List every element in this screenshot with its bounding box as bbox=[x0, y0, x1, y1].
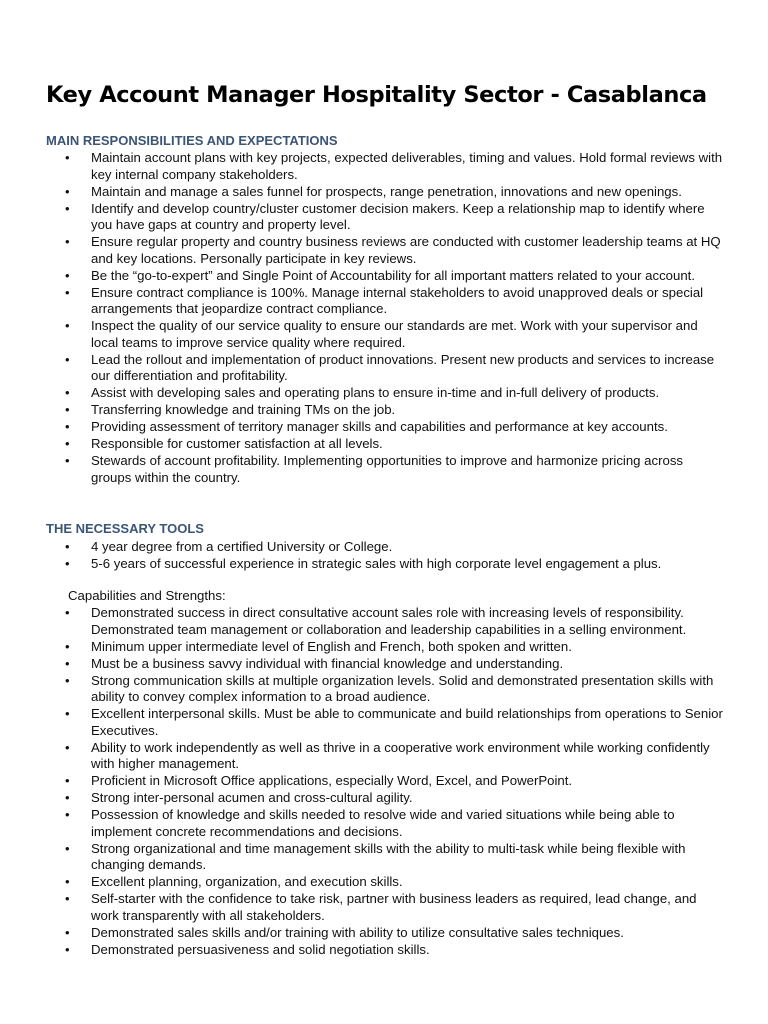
list-item: • Minimum upper intermediate level of English and French, both spoken and written. bbox=[0, 639, 768, 656]
list-item: • Strong communication skills at multiple organization levels. Solid and demonstrated presentation skills with ability to convey complex information to a broad audience. bbox=[0, 673, 768, 706]
list-item: • Transferring knowledge and training TMs on the job. bbox=[0, 402, 768, 419]
list-item: • Ensure contract compliance is 100%. Manage internal stakeholders to avoid unapproved deals or special arrangements that jeopardize contract compliance. bbox=[0, 285, 768, 318]
list-item: • Proficient in Microsoft Office applications, especially Word, Excel, and PowerPoint. bbox=[0, 773, 768, 790]
list-item: • Assist with developing sales and operating plans to ensure in-time and in-full delivery of products. bbox=[0, 385, 768, 402]
list-item: • Excellent interpersonal skills. Must be able to communicate and build relationships from operations to Senior Executives. bbox=[0, 706, 768, 739]
list-item: • Inspect the quality of our service quality to ensure our standards are met. Work with your supervisor and local teams to improve service quality where required. bbox=[0, 318, 768, 351]
list-item: • Self-starter with the confidence to take risk, partner with business leaders as required, lead change, and work transparently with all stakeholders. bbox=[0, 891, 768, 924]
list-item: • Demonstrated success in direct consultative account sales role with increasing levels of responsibility. Demonstrated team management or collaboration and leadership capabilities in a selling environment. bbox=[0, 605, 768, 638]
list-item: • Stewards of account profitability. Implementing opportunities to improve and harmonize pricing across groups within the country. bbox=[0, 453, 768, 486]
responsibilities-list bbox=[0, 150, 768, 487]
list-item: • Strong organizational and time management skills with the ability to multi-task while being flexible with changing demands. bbox=[0, 841, 768, 874]
list-item: • Maintain and manage a sales funnel for prospects, range penetration, innovations and new openings. bbox=[0, 184, 768, 201]
list-item: • Excellent planning, organization, and execution skills. bbox=[0, 874, 768, 891]
section-heading-responsibilities: MAIN RESPONSIBILITIES AND EXPECTATIONS bbox=[46, 133, 338, 148]
list-item: • Lead the rollout and implementation of product innovations. Present new products and services to increase our differentiation and profitability. bbox=[0, 352, 768, 385]
list-item: • Demonstrated sales skills and/or training with ability to utilize consultative sales techniques. bbox=[0, 925, 768, 942]
list-item: • Providing assessment of territory manager skills and capabilities and performance at key accounts. bbox=[0, 419, 768, 436]
list-item: • Identify and develop country/cluster customer decision makers. Keep a relationship map to identify where you have gaps at country and property level. bbox=[0, 201, 768, 234]
list-item: • Demonstrated persuasiveness and solid negotiation skills. bbox=[0, 942, 768, 959]
list-item: • 4 year degree from a certified University or College. bbox=[0, 539, 768, 556]
section-heading-tools: THE NECESSARY TOOLS bbox=[46, 521, 204, 536]
list-item: • Strong inter-personal acumen and cross-cultural agility. bbox=[0, 790, 768, 807]
tools-list bbox=[0, 539, 768, 573]
document-title: Key Account Manager Hospitality Sector - Casablanca bbox=[46, 82, 707, 108]
list-item: • Ability to work independently as well as thrive in a cooperative work environment while working confidently with higher management. bbox=[0, 740, 768, 773]
list-item: • Be the “go-to-expert” and Single Point of Accountability for all important matters related to your account. bbox=[0, 268, 768, 285]
capabilities-list bbox=[0, 605, 768, 959]
capabilities-subheading: Capabilities and Strengths: bbox=[68, 588, 226, 603]
list-item: • 5-6 years of successful experience in strategic sales with high corporate level engagement a plus. bbox=[0, 556, 768, 573]
list-item: • Responsible for customer satisfaction at all levels. bbox=[0, 436, 768, 453]
list-item: • Must be a business savvy individual with financial knowledge and understanding. bbox=[0, 656, 768, 673]
list-item: • Maintain account plans with key projects, expected deliverables, timing and values. Hold formal reviews with key internal company stakeholders. bbox=[0, 150, 768, 183]
list-item: • Ensure regular property and country business reviews are conducted with customer leadership teams at HQ and key locations. Personally participate in key reviews. bbox=[0, 234, 768, 267]
list-item: • Possession of knowledge and skills needed to resolve wide and varied situations while being able to implement concrete recommendations and decisions. bbox=[0, 807, 768, 840]
